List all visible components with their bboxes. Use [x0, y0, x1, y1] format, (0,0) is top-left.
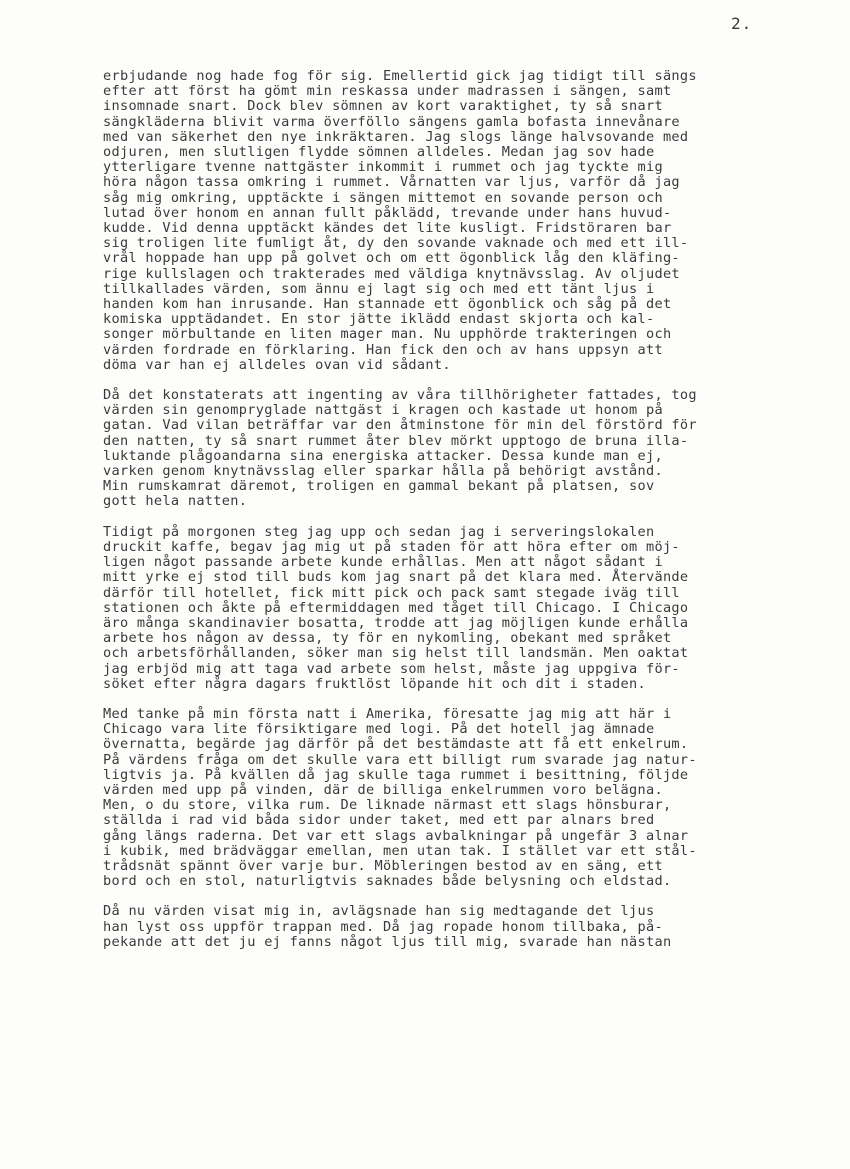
text-line: insomnade snart. Dock blev sömnen av kort varaktighet, ty så snart [103, 98, 663, 115]
text-line: druckit kaffe, begav jag mig ut på staden för att höra efter om möj- [103, 538, 680, 555]
text-line: songer mörbultande en liten mager man. Nu upphörde trakteringen och [103, 326, 672, 343]
text-line: Med tanke på min första natt i Amerika, föresatte jag mig att här i [103, 705, 672, 722]
text-line: Men, o du store, vilka rum. De liknade närmast ett slags hönsburar, [103, 797, 672, 814]
text-line: handen kom han inrusande. Han stannade ett ögonblick och såg på det [103, 296, 672, 313]
text-line: jag erbjöd mig att taga vad arbete som helst, måste jag uppgiva för- [103, 660, 680, 677]
text-line: stationen och åkte på eftermiddagen med tåget till Chicago. I Chicago [103, 599, 689, 616]
text-line: Chicago vara lite försiktigare med logi. På det hotell jag ämnade [103, 721, 655, 738]
text-line: trådsnät spännt över varje bur. Möbleringen bestod av en säng, ett [103, 857, 663, 874]
text-line: sängkläderna blivit varma överföllo sängens gamla bofasta innevånare [103, 113, 680, 130]
text-line: pekande att det ju ej fanns något ljus till mig, svarade han nästan [103, 933, 672, 950]
text-line: i kubik, med brädväggar emellan, men utan tak. I stället var ett stål- [103, 842, 697, 859]
paragraph-gap [103, 692, 823, 707]
page-number: 2. [731, 14, 753, 33]
paragraph-3 [103, 525, 823, 692]
text-line: värden med upp på vinden, där de billiga enkelrummen voro belägna. [103, 781, 663, 798]
text-line: ligtvis ja. På kvällen då jag skulle taga rummet i besittning, följde [103, 766, 689, 783]
paragraph-1 [103, 69, 823, 373]
text-line: Då nu värden visat mig in, avlägsnade han sig medtagande det ljus [103, 903, 655, 920]
text-line: söket efter några dagars fruktlöst löpande hit och dit i staden. [103, 675, 646, 692]
text-line: sig troligen lite fumligt åt, dy den sovande vaknade och med ett ill- [103, 235, 689, 252]
text-line: varken genom knytnävsslag eller sparkar hålla på behörigt avstånd. [103, 463, 663, 480]
text-line: övernatta, begärde jag därför på det bestämdaste att få ett enkelrum. [103, 736, 689, 753]
text-line: såg mig omkring, upptäckte i sängen mittemot en sovande person och [103, 189, 663, 206]
text-line: Min rumskamrat däremot, troligen en gammal bekant på platsen, sov [103, 478, 655, 495]
text-line: döma var han ej alldeles ovan vid sådant. [103, 356, 451, 373]
text-line: rige kullslagen och trakterades med väldiga knytnävsslag. Av oljudet [103, 265, 680, 282]
text-line: och arbetsförhållanden, söker man sig helst till landsmän. Men oaktat [103, 645, 689, 662]
paragraph-5 [103, 904, 823, 950]
text-line: erbjudande nog hade fog för sig. Emellertid gick jag tidigt till sängs [103, 68, 697, 84]
paragraph-4 [103, 707, 823, 889]
text-line: med van säkerhet den nye inkräktaren. Jag slogs länge halvsovande med [103, 128, 689, 145]
paragraph-gap [103, 373, 823, 388]
text-line: luktande plågoandarna sina energiska attacker. Dessa kunde man ej, [103, 447, 663, 464]
text-line: den natten, ty så snart rummet åter blev mörkt upptogo de bruna illa- [103, 432, 689, 449]
text-line: Då det konstaterats att ingenting av våra tillhörigheter fattades, tog [103, 387, 697, 404]
text-line: kudde. Vid denna upptäckt kändes det lite kusligt. Fridstöraren bar [103, 220, 672, 237]
text-line: höra någon tassa omkring i rummet. Vårnatten var ljus, varför då jag [103, 174, 680, 191]
text-line: odjuren, men slutligen flydde sömnen alldeles. Medan jag sov hade [103, 144, 655, 161]
text-line: lutad över honom en annan fullt påklädd, trevande under hans huvud- [103, 204, 672, 221]
text-line: efter att först ha gömt min reskassa under madrassen i sängen, samt [103, 83, 672, 100]
text-line: tillkallades värden, som ännu ej lagt sig och med ett tänt ljus i [103, 280, 655, 297]
text-line: gott hela natten. [103, 493, 248, 510]
text-line: värden sin genompryglade nattgäst i kragen och kastade ut honom på [103, 402, 663, 419]
text-line: arbete hos någon av dessa, ty för en nykomling, obekant med språket [103, 630, 672, 647]
paragraph-gap [103, 510, 823, 525]
text-line: gång längs raderna. Det var ett slags avbalkningar på ungefär 3 alnar [103, 827, 689, 844]
text-line: gatan. Vad vilan beträffar var den åtminstone för min del förstörd för [103, 417, 697, 434]
body-text [103, 69, 823, 950]
paragraph-2 [103, 388, 823, 510]
text-line: han lyst oss uppför trappan med. Då jag ropade honom tillbaka, på- [103, 918, 663, 935]
text-line: ligen något passande arbete kunde erhållas. Men att något sådant i [103, 554, 663, 571]
text-line: ställda i rad vid båda sidor under taket, med ett par alnars bred [103, 812, 655, 829]
text-line: På värdens fråga om det skulle vara ett billigt rum svarade jag natur- [103, 751, 697, 768]
text-line: mitt yrke ej stod till buds kom jag snart på det klara med. Återvände [103, 569, 689, 586]
text-line: värden fordrade en förklaring. Han fick den och av hans uppsyn att [103, 341, 663, 358]
text-line: äro många skandinavier bosatta, trodde att jag möjligen kunde erhålla [103, 614, 689, 631]
text-line: därför till hotellet, fick mitt pick och pack samt stegade iväg till [103, 584, 680, 601]
text-line: bord och en stol, naturligtvis saknades både belysning och eldstad. [103, 873, 672, 890]
text-line: komiska upptädandet. En stor jätte iklädd endast skjorta och kal- [103, 311, 655, 328]
text-line: vrål hoppade han upp på golvet och om ett ögonblick låg den kläfing- [103, 250, 680, 267]
text-line: ytterligare tvenne nattgäster inkommit i rummet och jag tyckte mig [103, 159, 663, 176]
text-line: Tidigt på morgonen steg jag upp och sedan jag i serveringslokalen [103, 523, 655, 540]
